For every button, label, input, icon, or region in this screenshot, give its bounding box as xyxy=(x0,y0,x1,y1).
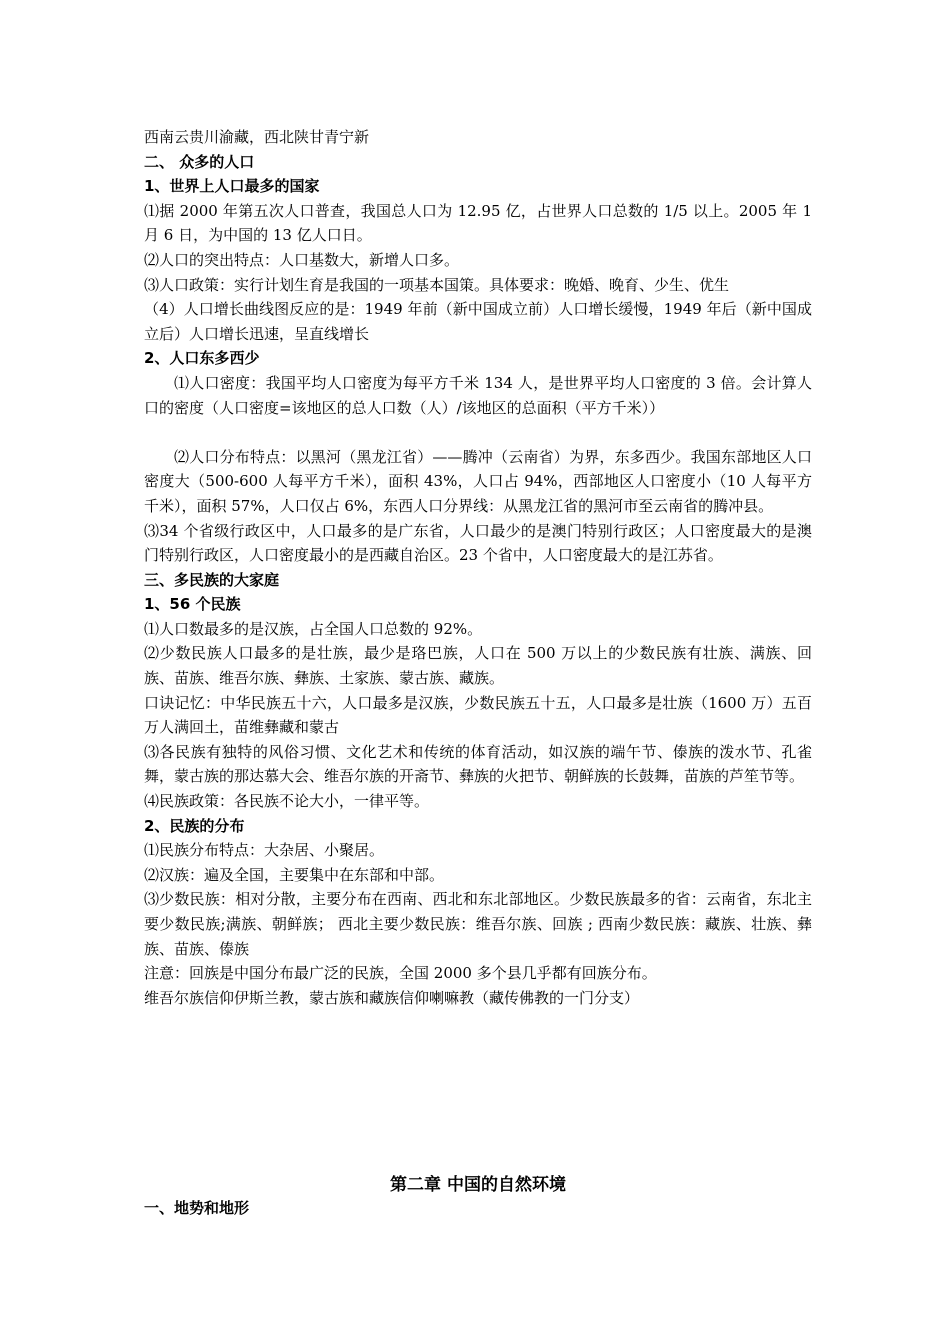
intro-line: 西南云贵川渝藏，西北陕甘青宁新 xyxy=(144,128,370,146)
section-heading-population: 二、 众多的人口 xyxy=(144,152,255,171)
subheading-east-west: 2、人口东多西少 xyxy=(144,349,260,368)
subheading-ethnic-distribution: 2、民族的分布 xyxy=(144,816,245,835)
paragraph-population-policy: ⑶人口政策：实行计划生育是我国的一项基本国策。具体要求：晚婚、晚育、少生、优生 xyxy=(144,275,730,294)
paragraph-distribution-features: ⑴民族分布特点：大杂居、小聚居。 xyxy=(144,841,385,860)
paragraph-han-distribution: ⑵汉族：遍及全国，主要集中在东部和中部。 xyxy=(144,865,445,884)
paragraph-provinces: ⑶34 个省级行政区中，人口最多的是广东省，人口最少的是澳门特别行政区；人口密度最大的是澳门特别行政区，人口密度最小的是西藏自治区。23 个省中，人口密度最大的是江苏省。 xyxy=(144,521,812,565)
subheading-56-groups: 1、56 个民族 xyxy=(144,595,241,614)
paragraph-population-features: ⑵人口的突出特点：人口基数大，新增人口多。 xyxy=(144,250,460,269)
paragraph-population-density: ⑴人口密度：我国平均人口密度为每平方千米 134 人，是世界平均人口密度的 3 倍。会计算人口的密度（人口密度=该地区的总人口数（人）/该地区的总面积（平方千米）） xyxy=(144,373,812,417)
paragraph-distribution: ⑵人口分布特点：以黑河（黑龙江省）——腾冲（云南省）为界，东多西少。我国东部地区人口密度大（500-600 人每平方千米），面积 43%，人口占 94%，西部地区人口密度小（10 人每平方千米），面积 57%，人口仅占 6%，东西人口分界线：从黑龙江省的黑河市至云南省的腾冲县。 xyxy=(144,447,812,515)
paragraph-census: ⑴据 2000 年第五次人口普查，我国总人口为 12.95 亿，占世界人口总数的 1/5 以上。2005 年 1 月 6 日，为中国的 13 亿人口日。 xyxy=(144,201,812,245)
paragraph-religion: 维吾尔族信仰伊斯兰教，蒙古族和藏族信仰喇嘛教（藏传佛教的一门分支） xyxy=(144,988,640,1007)
subheading-most-populous: 1、世界上人口最多的国家 xyxy=(144,177,320,196)
paragraph-customs: ⑶各民族有独特的风俗习惯、文化艺术和传统的体育活动，如汉族的端午节、傣族的泼水节、孔雀舞，蒙古族的那达慕大会、维吾尔族的开斋节、彝族的火把节、朝鲜族的长鼓舞，苗族的芦笙节等。 xyxy=(144,742,812,786)
blank-line xyxy=(144,420,812,445)
paragraph-mnemonic: 口诀记忆：中华民族五十六，人口最多是汉族，少数民族五十五，人口最多是壮族（1600 万）五百万人满回土，苗维彝藏和蒙古 xyxy=(144,693,812,737)
section-heading-ethnic: 三、多民族的大家庭 xyxy=(144,570,280,589)
paragraph-hui-note: 注意：回族是中国分布最广泛的民族，全国 2000 多个县几乎都有回族分布。 xyxy=(144,964,657,983)
paragraph-growth-curve: （4）人口增长曲线图反应的是：1949 年前（新中国成立前）人口增长缓慢，1949 年后（新中国成立后）人口增长迅速，呈直线增长 xyxy=(144,300,812,343)
paragraph-minority-distribution: ⑶少数民族：相对分散，主要分布在西南、西北和东北部地区。少数民族最多的省：云南省，东北主要少数民族;满族、朝鲜族； 西北主要少数民族：维吾尔族、回族 ; 西南少数民族：藏族、壮族、彝族、苗族、傣族 xyxy=(144,890,812,958)
paragraph-han: ⑴人口数最多的是汉族，占全国人口总数的 92%。 xyxy=(144,619,483,638)
chapter-title: 第二章 中国的自然环境 xyxy=(390,1175,566,1195)
chapter-section-heading: 一、地势和地形 xyxy=(144,1199,250,1217)
paragraph-ethnic-policy: ⑷民族政策：各民族不论大小，一律平等。 xyxy=(144,792,430,811)
document-body xyxy=(144,125,812,1010)
paragraph-minorities: ⑵少数民族人口最多的是壮族，最少是珞巴族，人口在 500 万以上的少数民族有壮族、满族、回族、苗族、维吾尔族、彝族、土家族、蒙古族、藏族。 xyxy=(144,644,812,688)
